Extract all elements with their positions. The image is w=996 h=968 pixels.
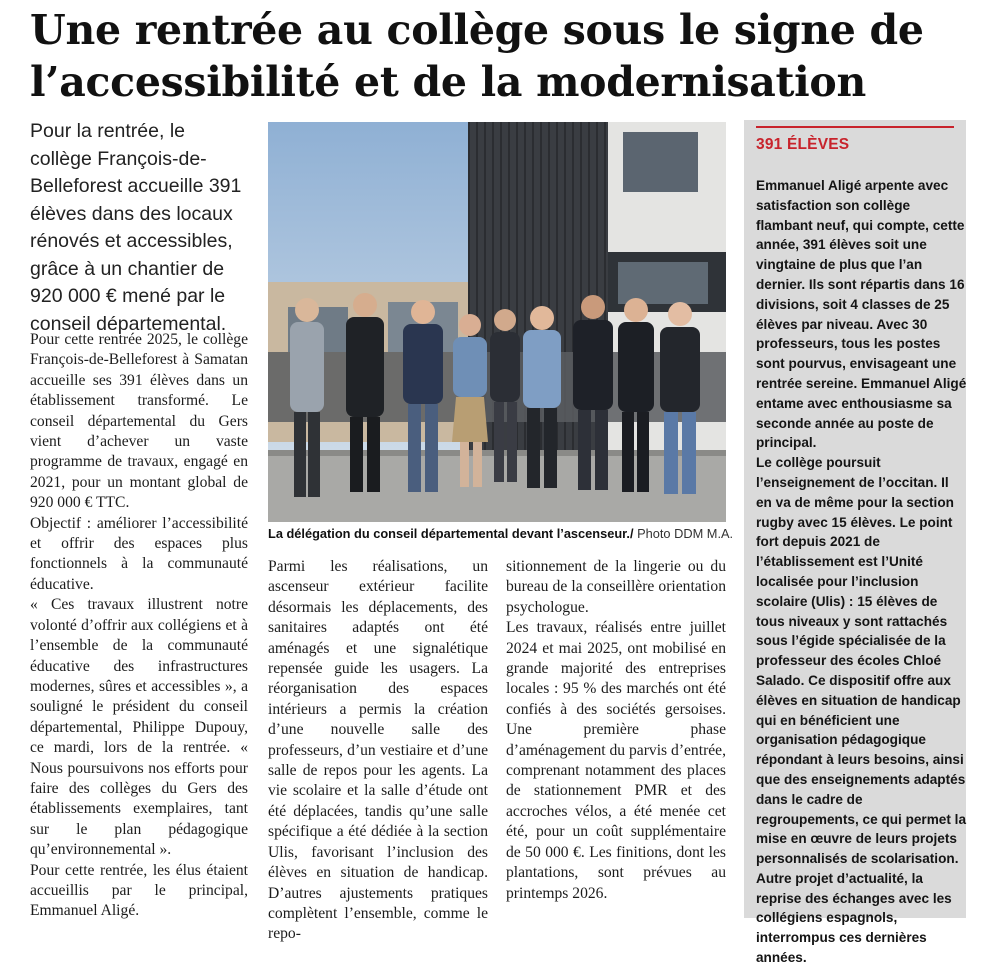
headline-line-1: Une rentrée au collège sous le signe de — [30, 6, 924, 54]
caption-text: La délégation du conseil départemental devant l’ascenseur./ — [268, 526, 634, 541]
sidebar-paragraph: Le collège poursuit l’enseignement de l’occitan. Il en va de même pour la section rugby avec 15 élèves. Le point fort depuis 2021 de l’établissement est l’Unité localisée pour l’inclusion scolaire (Ulis) : 15 élèves de tous niveaux y sont rattachés sous l’égide spécialisée de la professeur des écoles Chloé Salado. Ce dispositif offre aux élèves en situation de handicap qui en bénéficient une organisation pédagogique répondant à leurs besoins, ainsi que des enseignements adaptés dans le cadre de regroupements, ce qui permet la mise en œuvre de leurs projets personnalisés de scolarisation. Autre projet d’actualité, la reprise des échanges avec les collégiens espagnols, interrompus ces dernières années. — [756, 455, 967, 966]
headline — [30, 4, 970, 108]
paragraph: Parmi les réalisations, un ascenseur extérieur facilite désormais les déplacements, des sanitaires adaptés ont été aménagés et une signalétique repensée guide les usagers. La réorganisation des espaces intérieurs a permis la création d’une nouvelle salle des professeurs, d’un vestiaire et d’une salle de repos pour les agents. La vie scolaire et la salle d’étude ont été déplacées, tandis qu’une salle spécifique a été dédiée à la section Ulis, favorisant l’inclusion des élèves en situation de handicap. D’autres ajustements pratiques complètent l’ensemble, comme le repo- — [268, 558, 488, 943]
sidebar-body — [756, 176, 968, 968]
article-column-2 — [268, 557, 488, 945]
article-photo — [268, 122, 726, 522]
paragraph: Les travaux, réalisés entre juillet 2024 et mai 2025, ont mobilisé en grande majorité des entreprises locales : 95 % des marchés ont été confiés à des sociétés gersoises. Une première phase d’aménagement du parvis d’entrée, comprenant notamment des places de stationnement PMR et des accroches vélos, a été menée cet été, pour un coût supplémentaire de 50 000 €. Les finitions, dont les plantations, sont prévues au printemps 2026. — [506, 619, 726, 902]
paragraph: Objectif : améliorer l’accessibilité et offrir des espaces plus fonctionnels à la communauté éducative. — [30, 514, 248, 593]
sidebar-accent-rule — [756, 126, 954, 128]
sidebar-paragraph: Emmanuel Aligé arpente avec satisfaction son collège flambant neuf, qui compte, cette année, 391 élèves soit une vingtaine de plus que l’an dernier. Ils sont répartis dans 16 divisions, soit 4 classes de 25 élèves par niveau. Avec 30 professeurs, tous les postes sont pourvus, envisageant une rentrée sereine. Emmanuel Aligé entame avec enthousiasme sa seconde année au poste de principal. — [756, 178, 967, 451]
article-column-3 — [506, 557, 726, 904]
paragraph: sitionnement de la lingerie ou du bureau de la conseillère orientation psychologue. — [506, 558, 726, 616]
paragraph: « Ces travaux illustrent notre volonté d’offrir aux collégiens et à l’ensemble de la communauté éducative des infrastructures modernes, sûres et accessibles », a souligné le président du conseil départemental, Philippe Dupouy, ce mardi, lors de la rentrée. « Nous poursuivons nos efforts pour faire des collèges du Gers des établissements exemplaires, tant sur le plan pédagogique qu’environnemental ». — [30, 596, 248, 859]
article-column-1 — [30, 330, 248, 922]
photo-caption — [268, 526, 738, 542]
paragraph: Pour cette rentrée, les élus étaient accueillis par le principal, Emmanuel Aligé. — [30, 861, 248, 920]
sidebar-title: 391 ÉLÈVES — [756, 136, 850, 153]
paragraph: Pour cette rentrée 2025, le collège François-de-Belleforest à Samatan accueille ses 391 élèves dans un établissement transformé. Le conseil départemental du Gers vient d’achever un vaste programme de travaux, engagé en 2021, pour un montant global de 920 000 € TTC. — [30, 331, 248, 512]
photo-credit: Photo DDM M.A. — [633, 526, 734, 541]
article-standfirst: Pour la rentrée, le collège François-de-Belleforest accueille 391 élèves dans des locaux rénovés et accessibles, grâce à un chantier de 920 000 € mené par le conseil départemental. — [30, 120, 242, 335]
headline-line-2: l’accessibilité et de la modernisation — [30, 58, 866, 106]
